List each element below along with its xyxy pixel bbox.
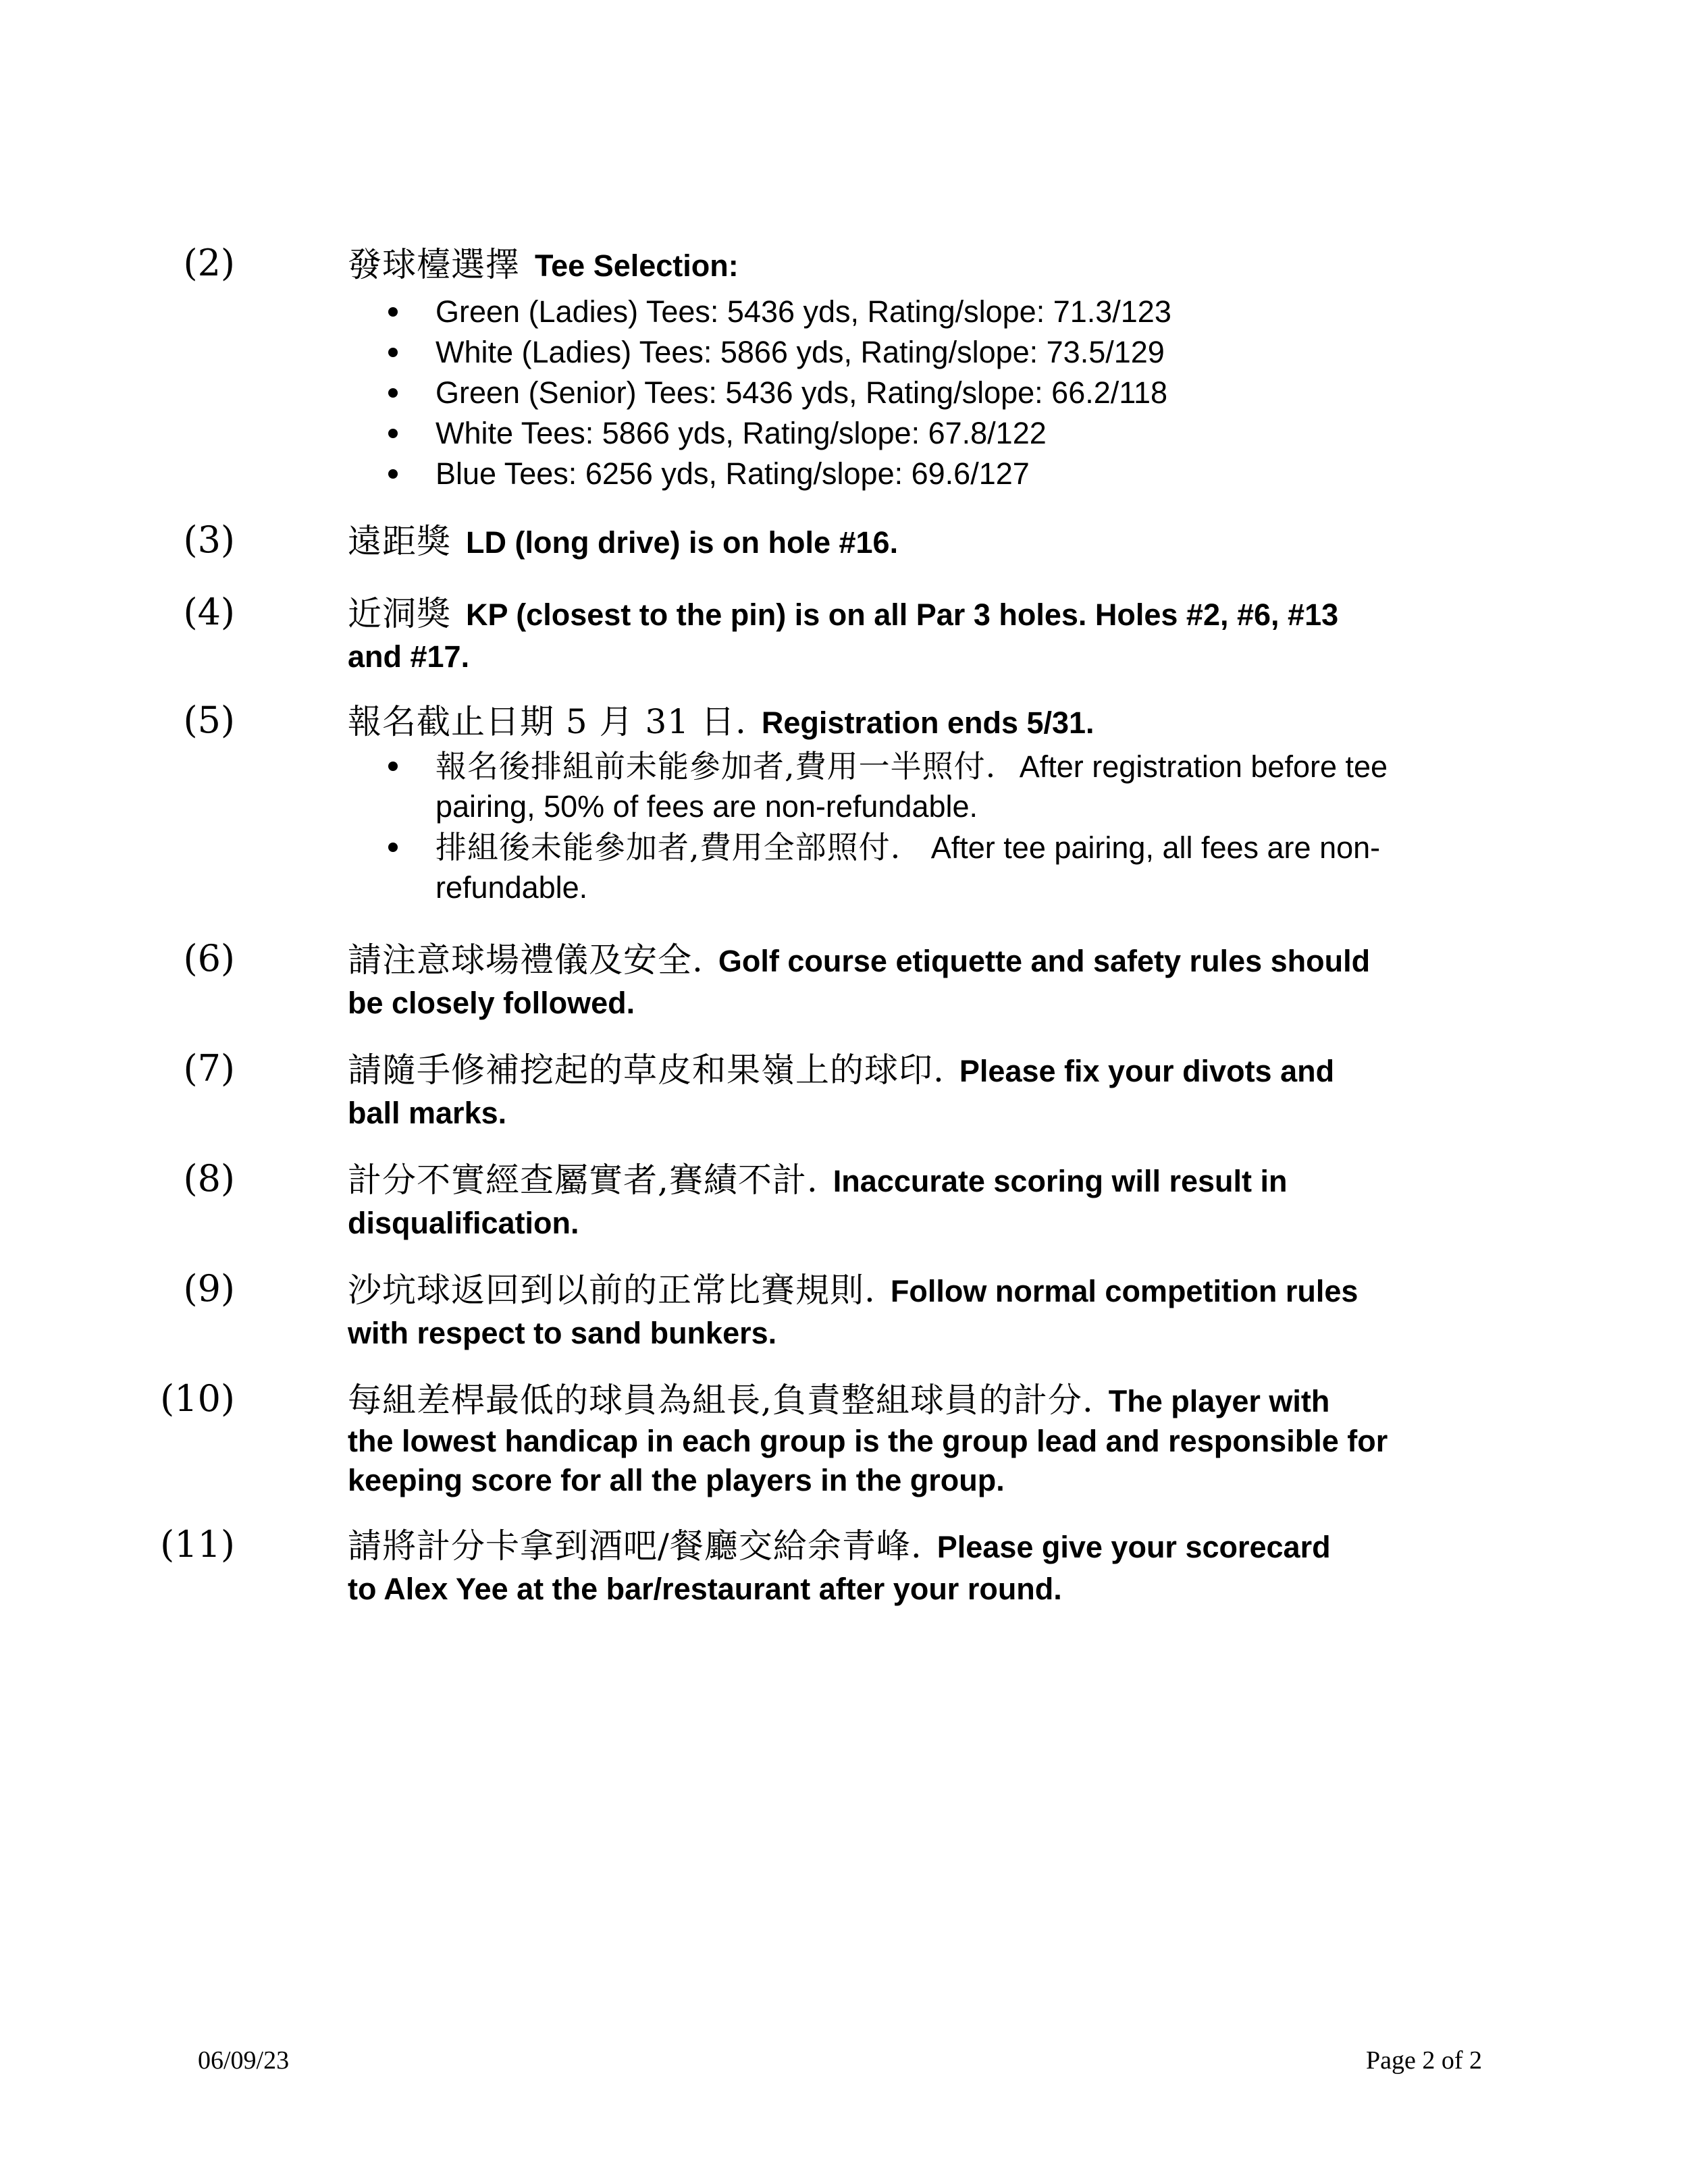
item-zh-text: 近洞獎 (348, 594, 451, 633)
item-en-text: The player with (1108, 1384, 1330, 1418)
item-en-text: KP (closest to the pin) is on all Par 3 holes. Holes #2, #6, #13 (466, 597, 1339, 632)
list-item: Blue Tees: 6256 yds, Rating/slope: 69.6/127 (388, 454, 1536, 494)
item-en-text-cont: the lowest handicap in each group is the group lead and responsible for (348, 1424, 1388, 1458)
item-zh-text: 發球檯選擇 (348, 245, 520, 284)
item-zh-text: 請隨手修補挖起的草皮和果嶺上的球印. (348, 1050, 945, 1090)
item-en-text-cont: and #17. (348, 639, 470, 674)
item-en-text-cont: keeping score for all the players in the group. (348, 1463, 1005, 1497)
list-item: 排組後未能參加者,費用全部照付. After tee pairing, all fees are non- refundable. (388, 827, 1536, 908)
bullet-icon (388, 469, 398, 479)
item-number: (4) (183, 591, 235, 633)
list-item: Green (Ladies) Tees: 5436 yds, Rating/slope: 71.3/123 (388, 292, 1536, 332)
item-zh-text: 遠距獎 (348, 522, 451, 561)
item-number: (8) (183, 1157, 235, 1200)
footer-page-number: Page 2 of 2 (1365, 2046, 1482, 2075)
item-en-text-cont: disqualification. (348, 1206, 579, 1240)
item-number: (5) (183, 699, 235, 741)
item-en-text: Inaccurate scoring will result in (833, 1164, 1288, 1198)
item-en-text-cont: be closely followed. (348, 986, 635, 1020)
item-en-text: Follow normal competition rules (890, 1274, 1359, 1308)
bullet-icon (388, 388, 398, 398)
item-number: (7) (183, 1047, 235, 1090)
item-number: (3) (183, 518, 235, 561)
item-en-text-cont: to Alex Yee at the bar/restaurant after your round. (348, 1572, 1062, 1606)
item-en-text-cont: with respect to sand bunkers. (348, 1316, 777, 1350)
list-item: Green (Senior) Tees: 5436 yds, Rating/slope: 66.2/118 (388, 373, 1536, 413)
bullet-icon (388, 348, 398, 357)
item-number: (11) (160, 1523, 235, 1566)
item-zh-text: 請注意球場禮儀及安全. (348, 940, 704, 980)
bullet-icon (388, 762, 398, 771)
item-zh-text: 計分不實經查屬實者,賽績不計. (348, 1161, 818, 1200)
item-zh-text: 每組差桿最低的球員為組長,負責整組球員的計分. (348, 1381, 1094, 1420)
item-en-text: Golf course etiquette and safety rules should (718, 944, 1371, 978)
bullet-icon (388, 843, 398, 852)
list-item: White Tees: 5866 yds, Rating/slope: 67.8/122 (388, 413, 1536, 454)
item-en-text: Please fix your divots and (959, 1054, 1335, 1088)
tee-list (388, 292, 1536, 494)
item-en-text: Registration ends 5/31. (761, 705, 1094, 740)
item-number: (10) (160, 1377, 235, 1420)
bullet-icon (388, 429, 398, 438)
item-en-text: Please give your scorecard (937, 1530, 1331, 1564)
item-zh-text: 沙坑球返回到以前的正常比賽規則. (348, 1271, 876, 1310)
item-number: (2) (183, 242, 235, 284)
item-en-text-cont: ball marks. (348, 1096, 507, 1130)
item-en-text: LD (long drive) is on hole #16. (466, 525, 899, 560)
item-number: (6) (183, 937, 235, 980)
list-item: 報名後排組前未能參加者,費用一半照付. After registration before tee pairing, 50% of fees are non-refundable. (388, 746, 1536, 827)
item-zh-text: 報名截止日期 5 月 31 日. (348, 702, 747, 741)
bullet-icon (388, 307, 398, 317)
list-item: White (Ladies) Tees: 5866 yds, Rating/slope: 73.5/129 (388, 332, 1536, 373)
refund-list (388, 746, 1536, 908)
footer-date: 06/09/23 (198, 2046, 290, 2075)
item-en-text: Tee Selection: (535, 248, 739, 283)
item-number: (9) (183, 1267, 235, 1310)
item-zh-text: 請將計分卡拿到酒吧/餐廳交給余青峰. (348, 1526, 922, 1566)
